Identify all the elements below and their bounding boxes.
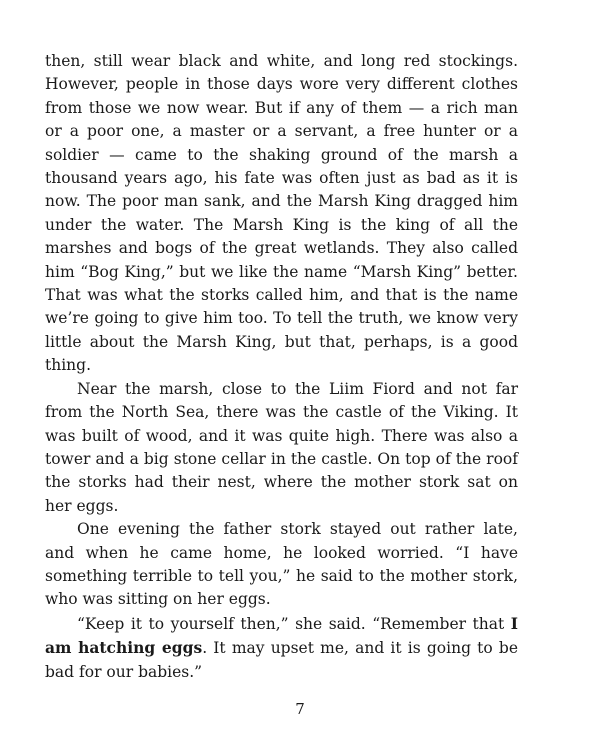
paragraph-4-end: . It may upset me, and it is going to be bad for our babies.” [45,639,518,681]
paragraph-1: then, still wear black and white, and long red stockings. However, people in those days wore very different clothes from those we now wear. But if any of them — a rich man or a poor one, a master or a servant, a free hunter or a soldier — came to the shaking ground of the marsh a thousand years ago, his fate was often just as bad as it is now. The poor man sank, and the Marsh King dragged him under the water. The Marsh King is the king of all the marshes and bogs of the great wetlands. They also called him “Bog King,” but we like the name “Marsh King” better. That was what the storks called him, and that is the name we’re going to give him too. To tell the truth, we know very little about the Marsh King, but that, perhaps, is a good thing. [45,52,518,375]
bold-phrase: I am hatching eggs [45,613,518,658]
page-number: 7 [295,700,305,718]
paragraph-2: Near the marsh, close to the Liim Fiord and not far from the North Sea, there was the castle of the Viking. It was built of wood, and it was quite high. There was also a tower and a big stone cellar in the castle. On top of the roof the storks had their nest, where the mother stork sat on her eggs. [45,379,518,515]
paragraph-3: One evening the father stork stayed out rather late, and when he came home, he looked worried. “I have something terrible to tell you,” he said to the mother stork, who was sitting on her eggs. [45,520,518,609]
paragraph-4 [45,612,518,684]
paragraph-4-start: “Keep it to yourself then,” she said. “Remember that [77,614,511,633]
book-page [45,50,518,684]
